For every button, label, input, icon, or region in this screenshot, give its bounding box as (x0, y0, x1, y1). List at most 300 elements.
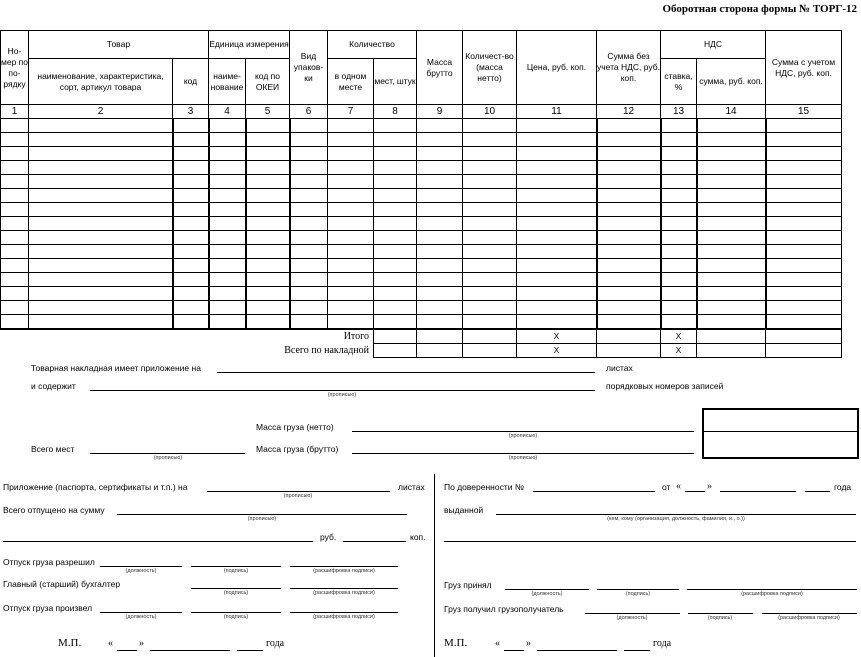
table-cell[interactable] (290, 203, 328, 217)
table-cell[interactable] (1, 245, 29, 259)
position-input[interactable] (585, 613, 680, 614)
table-cell[interactable] (209, 217, 246, 231)
table-cell[interactable] (29, 189, 173, 203)
decoding-input[interactable] (762, 613, 857, 614)
table-cell[interactable] (463, 259, 517, 273)
table-cell[interactable] (209, 161, 246, 175)
table-cell[interactable] (209, 175, 246, 189)
table-cell[interactable] (417, 147, 463, 161)
table-cell[interactable] (173, 301, 209, 315)
table-cell[interactable] (290, 301, 328, 315)
table-cell[interactable] (697, 329, 766, 343)
signature-input[interactable] (597, 589, 679, 590)
table-cell[interactable] (173, 133, 209, 147)
table-cell[interactable] (173, 203, 209, 217)
issued-input-2[interactable] (444, 541, 856, 542)
table-cell[interactable] (328, 287, 374, 301)
table-cell[interactable] (463, 203, 517, 217)
table-cell[interactable] (246, 287, 290, 301)
table-cell[interactable] (374, 119, 417, 133)
table-cell[interactable] (209, 189, 246, 203)
table-cell[interactable] (517, 161, 597, 175)
table-cell[interactable] (463, 343, 517, 357)
table-cell[interactable] (661, 161, 697, 175)
table-cell[interactable] (246, 189, 290, 203)
table-cell[interactable] (417, 259, 463, 273)
table-cell[interactable] (517, 119, 597, 133)
table-cell[interactable] (766, 301, 842, 315)
table-cell[interactable] (173, 245, 209, 259)
table-cell[interactable] (246, 203, 290, 217)
table-cell[interactable] (29, 245, 173, 259)
table-cell[interactable] (697, 315, 766, 330)
table-cell[interactable] (1, 203, 29, 217)
table-cell[interactable] (29, 133, 173, 147)
table-cell[interactable] (29, 119, 173, 133)
position-input[interactable] (505, 589, 589, 590)
table-cell[interactable] (517, 287, 597, 301)
table-cell[interactable] (246, 161, 290, 175)
year-input[interactable] (237, 650, 263, 651)
table-cell[interactable] (290, 119, 328, 133)
position-input[interactable] (100, 612, 182, 613)
table-cell[interactable] (246, 315, 290, 330)
table-cell[interactable] (697, 217, 766, 231)
table-cell[interactable] (417, 287, 463, 301)
table-cell[interactable] (374, 301, 417, 315)
decoding-input[interactable] (290, 588, 398, 589)
table-cell[interactable] (290, 315, 328, 330)
issued-sub: (кем, кому (организация, должность, фамилия, и., о.)) (607, 516, 745, 522)
table-cell[interactable] (463, 217, 517, 231)
table-cell[interactable] (209, 273, 246, 287)
table-cell[interactable] (290, 273, 328, 287)
appendix-label: Приложение (паспорта, сертификаты и т.п.) на (3, 482, 188, 492)
table-cell[interactable] (374, 259, 417, 273)
table-cell[interactable] (597, 273, 661, 287)
table-cell[interactable] (29, 259, 173, 273)
table-cell[interactable] (1, 301, 29, 315)
table-cell[interactable] (517, 273, 597, 287)
table-cell[interactable] (209, 119, 246, 133)
released-sum-input[interactable] (117, 514, 407, 515)
table-cell[interactable] (1, 147, 29, 161)
table-cell[interactable] (697, 245, 766, 259)
table-cell[interactable] (374, 315, 417, 330)
table-cell[interactable] (597, 133, 661, 147)
table-cell[interactable] (661, 217, 697, 231)
table-cell[interactable] (209, 301, 246, 315)
table-cell[interactable] (29, 231, 173, 245)
signature-input[interactable] (191, 612, 281, 613)
table-cell[interactable] (173, 259, 209, 273)
year-label: года (653, 638, 672, 649)
table-cell[interactable] (374, 189, 417, 203)
table-cell[interactable] (328, 189, 374, 203)
signature-sub: (подпись) (223, 590, 249, 596)
table-cell[interactable] (246, 147, 290, 161)
table-cell[interactable] (661, 273, 697, 287)
header-qty: Количество (328, 31, 417, 59)
table-cell[interactable] (246, 175, 290, 189)
table-cell[interactable] (29, 203, 173, 217)
table-cell[interactable] (661, 315, 697, 330)
table-cell[interactable] (1, 175, 29, 189)
total-places-label: Всего мест (31, 444, 75, 454)
table-cell[interactable] (328, 175, 374, 189)
day-input[interactable] (504, 650, 524, 651)
table-cell[interactable] (417, 301, 463, 315)
table-cell[interactable] (417, 161, 463, 175)
table-cell[interactable] (417, 245, 463, 259)
x-mark: Х (661, 343, 697, 357)
col-num: 7 (328, 105, 374, 119)
table-cell[interactable] (328, 217, 374, 231)
table-cell[interactable] (374, 133, 417, 147)
table-cell[interactable] (766, 259, 842, 273)
table-cell[interactable] (1, 217, 29, 231)
table-cell[interactable] (517, 189, 597, 203)
decoding-input[interactable] (687, 589, 857, 590)
table-cell[interactable] (697, 231, 766, 245)
table-cell[interactable] (246, 119, 290, 133)
signature-input[interactable] (191, 588, 281, 589)
table-cell[interactable] (463, 133, 517, 147)
table-cell[interactable] (328, 273, 374, 287)
table-cell[interactable] (766, 329, 842, 343)
table-cell[interactable] (463, 147, 517, 161)
table-cell[interactable] (374, 329, 417, 343)
table-cell[interactable] (29, 161, 173, 175)
table-cell[interactable] (766, 189, 842, 203)
table-cell[interactable] (697, 133, 766, 147)
table-cell[interactable] (374, 245, 417, 259)
table-cell[interactable] (517, 133, 597, 147)
release-allowed-label: Отпуск груза разрешил (3, 557, 95, 567)
table-cell[interactable] (766, 287, 842, 301)
table-cell[interactable] (246, 133, 290, 147)
table-cell[interactable] (766, 273, 842, 287)
table-cell[interactable] (417, 189, 463, 203)
table-cell[interactable] (597, 175, 661, 189)
table-cell[interactable] (463, 273, 517, 287)
kop-label: коп. (410, 532, 426, 542)
mass-net-input[interactable] (352, 431, 694, 432)
table-cell[interactable] (766, 343, 842, 357)
table-cell[interactable] (463, 231, 517, 245)
table-cell[interactable] (597, 189, 661, 203)
table-cell[interactable] (597, 301, 661, 315)
table-cell[interactable] (374, 175, 417, 189)
table-cell[interactable] (246, 231, 290, 245)
table-cell[interactable] (463, 315, 517, 330)
signature-input[interactable] (191, 566, 281, 567)
table-cell[interactable] (209, 231, 246, 245)
table-cell[interactable] (374, 273, 417, 287)
kop-input[interactable] (343, 541, 406, 542)
table-cell[interactable] (597, 287, 661, 301)
table-cell[interactable] (328, 147, 374, 161)
table-cell[interactable] (374, 217, 417, 231)
table-cell[interactable] (374, 203, 417, 217)
table-cell[interactable] (597, 259, 661, 273)
table-cell[interactable] (661, 203, 697, 217)
table-cell[interactable] (173, 231, 209, 245)
table-cell[interactable] (661, 259, 697, 273)
appendix-input[interactable] (207, 491, 390, 492)
table-cell[interactable] (766, 161, 842, 175)
table-cell[interactable] (463, 287, 517, 301)
position-sub: (должность) (531, 591, 563, 597)
table-cell[interactable] (290, 133, 328, 147)
table-cell[interactable] (29, 315, 173, 330)
table-cell[interactable] (1, 287, 29, 301)
table-cell[interactable] (1, 231, 29, 245)
decoding-input[interactable] (290, 612, 398, 613)
table-cell[interactable] (374, 161, 417, 175)
quote-close: » (139, 638, 144, 649)
header-sum-novat: Сумма без учета НДС, руб. коп. (597, 31, 661, 105)
table-cell[interactable] (661, 245, 697, 259)
from-label: от (662, 482, 671, 492)
table-cell[interactable] (209, 287, 246, 301)
table-cell[interactable] (246, 245, 290, 259)
table-cell[interactable] (173, 119, 209, 133)
table-cell[interactable] (29, 273, 173, 287)
records-input[interactable] (90, 390, 595, 391)
table-cell[interactable] (766, 119, 842, 133)
mass-gross-input[interactable] (352, 453, 694, 454)
table-cell[interactable] (697, 287, 766, 301)
signature-input[interactable] (688, 613, 753, 614)
x-mark: Х (661, 329, 697, 343)
table-cell[interactable] (597, 203, 661, 217)
quote-open: « (495, 638, 500, 649)
year-input[interactable] (624, 650, 650, 651)
table-cell[interactable] (766, 231, 842, 245)
table-cell[interactable] (597, 147, 661, 161)
month-input[interactable] (150, 650, 230, 651)
table-cell[interactable] (173, 147, 209, 161)
signature-sub: (подпись) (707, 615, 733, 621)
table-cell[interactable] (173, 189, 209, 203)
table-cell[interactable] (246, 217, 290, 231)
decoding-sub: (расшифровка подписи) (313, 614, 375, 620)
table-cell[interactable] (328, 133, 374, 147)
table-cell[interactable] (173, 161, 209, 175)
table-cell[interactable] (417, 315, 463, 330)
table-cell[interactable] (517, 231, 597, 245)
table-cell[interactable] (290, 147, 328, 161)
table-cell[interactable] (328, 119, 374, 133)
table-cell[interactable] (661, 231, 697, 245)
table-cell[interactable] (209, 315, 246, 330)
table-cell[interactable] (374, 343, 417, 357)
table-cell[interactable] (29, 287, 173, 301)
table-cell[interactable] (290, 175, 328, 189)
table-cell[interactable] (517, 147, 597, 161)
table-cell[interactable] (374, 231, 417, 245)
table-cell[interactable] (290, 189, 328, 203)
table-cell[interactable] (597, 161, 661, 175)
table-cell[interactable] (173, 175, 209, 189)
table-cell[interactable] (517, 315, 597, 330)
table-cell[interactable] (766, 217, 842, 231)
table-cell[interactable] (597, 119, 661, 133)
header-unit: Единица измерения (209, 31, 290, 59)
table-cell[interactable] (328, 161, 374, 175)
table-cell[interactable] (290, 217, 328, 231)
table-cell[interactable] (328, 259, 374, 273)
table-cell[interactable] (173, 217, 209, 231)
total-places-input[interactable] (90, 453, 245, 454)
table-cell[interactable] (290, 245, 328, 259)
issued-input[interactable] (496, 514, 856, 515)
poa-number-input[interactable] (533, 491, 655, 492)
table-cell[interactable] (246, 273, 290, 287)
table-cell[interactable] (517, 301, 597, 315)
col-num: 3 (173, 105, 209, 119)
signature-sub: (подпись) (625, 591, 651, 597)
table-cell[interactable] (766, 245, 842, 259)
table-cell[interactable] (417, 343, 463, 357)
table-cell[interactable] (766, 175, 842, 189)
table-cell[interactable] (417, 273, 463, 287)
table-cell[interactable] (29, 217, 173, 231)
table-cell[interactable] (246, 259, 290, 273)
table-cell[interactable] (463, 161, 517, 175)
table-cell[interactable] (290, 231, 328, 245)
table-cell[interactable] (766, 203, 842, 217)
table-cell[interactable] (246, 301, 290, 315)
table-cell[interactable] (463, 175, 517, 189)
table-cell[interactable] (697, 301, 766, 315)
table-cell[interactable] (29, 147, 173, 161)
decoding-input[interactable] (290, 566, 398, 567)
table-cell[interactable] (328, 301, 374, 315)
table-cell[interactable] (29, 175, 173, 189)
table-cell[interactable] (417, 231, 463, 245)
table-cell[interactable] (597, 343, 661, 357)
table-cell[interactable] (209, 259, 246, 273)
header-number: Но-мер по по-рядку (1, 31, 29, 105)
table-cell[interactable] (517, 217, 597, 231)
table-cell[interactable] (290, 161, 328, 175)
table-cell[interactable] (374, 147, 417, 161)
table-body (1, 119, 842, 330)
propisyu-sub: (прописью) (153, 455, 183, 461)
table-cell[interactable] (697, 175, 766, 189)
table-cell[interactable] (661, 175, 697, 189)
table-cell[interactable] (517, 259, 597, 273)
table-cell[interactable] (766, 315, 842, 330)
table-cell[interactable] (417, 119, 463, 133)
table-cell[interactable] (1, 259, 29, 273)
day-input[interactable] (117, 650, 137, 651)
table-cell[interactable] (766, 133, 842, 147)
table-cell[interactable] (1, 119, 29, 133)
table-cell[interactable] (29, 301, 173, 315)
table-cell[interactable] (661, 133, 697, 147)
table-cell[interactable] (697, 259, 766, 273)
table-cell[interactable] (209, 203, 246, 217)
table-cell[interactable] (290, 259, 328, 273)
table-cell[interactable] (697, 343, 766, 357)
attachment-sheets-input[interactable] (217, 372, 595, 373)
table-cell[interactable] (597, 245, 661, 259)
table-cell[interactable] (597, 329, 661, 343)
table-cell[interactable] (328, 231, 374, 245)
table-cell[interactable] (697, 161, 766, 175)
table-cell[interactable] (697, 147, 766, 161)
table-cell[interactable] (697, 203, 766, 217)
position-sub: (должность) (125, 614, 157, 620)
table-cell[interactable] (209, 147, 246, 161)
table-cell[interactable] (697, 189, 766, 203)
table-cell[interactable] (417, 175, 463, 189)
table-cell[interactable] (597, 231, 661, 245)
table-cell[interactable] (661, 301, 697, 315)
day-input[interactable] (685, 491, 705, 492)
table-cell[interactable] (328, 245, 374, 259)
table-cell[interactable] (1, 315, 29, 330)
col-num: 10 (463, 105, 517, 119)
table-cell[interactable] (417, 329, 463, 343)
table-cell[interactable] (1, 189, 29, 203)
table-cell[interactable] (661, 147, 697, 161)
released-sum-label: Всего отпущено на сумму (3, 505, 105, 515)
table-cell[interactable] (463, 119, 517, 133)
table-cell[interactable] (290, 287, 328, 301)
table-cell[interactable] (463, 329, 517, 343)
sum-words-input[interactable] (3, 541, 313, 542)
table-cell[interactable] (374, 287, 417, 301)
table-cell[interactable] (209, 133, 246, 147)
position-input[interactable] (100, 566, 182, 567)
table-cell[interactable] (328, 203, 374, 217)
table-cell[interactable] (697, 273, 766, 287)
table-cell[interactable] (417, 203, 463, 217)
table-cell[interactable] (661, 287, 697, 301)
table-cell[interactable] (328, 315, 374, 330)
month-input[interactable] (537, 650, 617, 651)
table-cell[interactable] (1, 273, 29, 287)
table-cell[interactable] (463, 301, 517, 315)
table-cell[interactable] (173, 287, 209, 301)
table-cell[interactable] (173, 273, 209, 287)
table-cell[interactable] (597, 315, 661, 330)
table-cell[interactable] (661, 189, 697, 203)
table-cell[interactable] (597, 217, 661, 231)
table-cell[interactable] (517, 175, 597, 189)
year-input[interactable] (805, 491, 830, 492)
table-cell[interactable] (463, 245, 517, 259)
table-cell[interactable] (417, 217, 463, 231)
table-row (1, 273, 842, 287)
table-cell[interactable] (766, 147, 842, 161)
month-input[interactable] (720, 491, 796, 492)
table-cell[interactable] (517, 245, 597, 259)
table-cell[interactable] (517, 203, 597, 217)
table-cell[interactable] (417, 133, 463, 147)
table-cell[interactable] (1, 133, 29, 147)
table-cell[interactable] (697, 119, 766, 133)
table-cell[interactable] (209, 245, 246, 259)
table-cell[interactable] (173, 315, 209, 330)
table-cell[interactable] (1, 161, 29, 175)
table-cell[interactable] (463, 189, 517, 203)
table-cell[interactable] (661, 119, 697, 133)
